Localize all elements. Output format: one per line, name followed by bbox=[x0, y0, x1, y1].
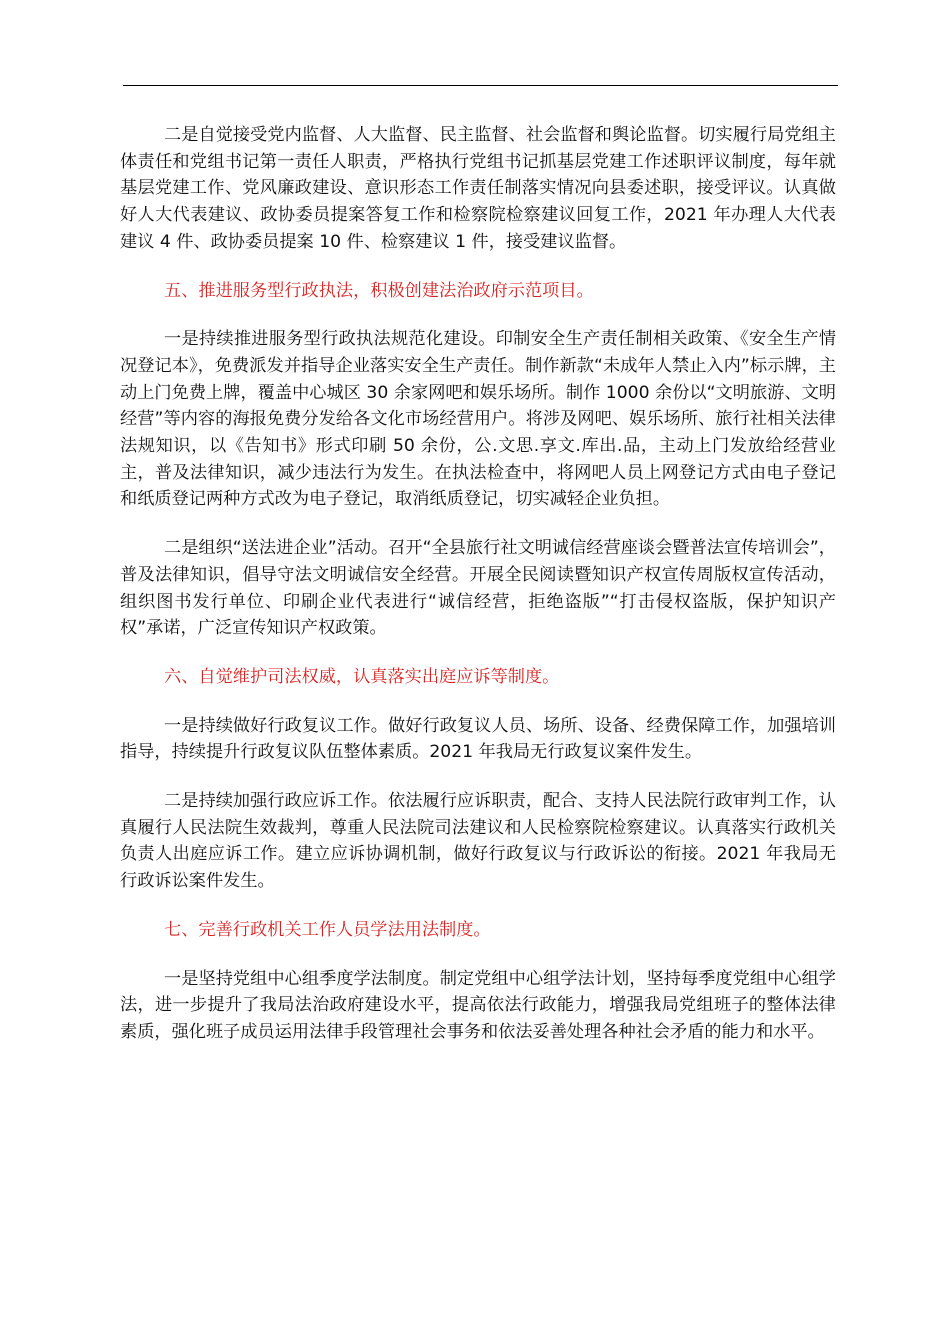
paragraph-administrative-litigation: 二是持续加强行政应诉工作。依法履行应诉职责，配合、支持人民法院行政审判工作，认真履行人民法院生效裁判，尊重人民法院司法建议和人民检察院检察建议。认真落实行政机关负责人出庭应诉工作。建立应诉协调机制，做好行政复议与行政诉讼的衔接。2021 年我局无行政诉讼案件发生。 bbox=[120, 791, 836, 892]
section-heading-7: 七、完善行政机关工作人员学法用法制度。 bbox=[164, 919, 491, 940]
section-heading-6: 六、自觉维护司法权威，认真落实出庭应诉等制度。 bbox=[164, 666, 560, 687]
paragraph-supervision: 二是自觉接受党内监督、人大监督、民主监督、社会监督和舆论监督。切实履行局党组主体责任和党组书记第一责任人职责，严格执行党组书记抓基层党建工作述职评议制度，每年就基层党建工作、党风廉政建设、意识形态工作责任制落实情况向县委述职，接受评议。认真做好人大代表建议、政协委员提案答复工作和检察院检察建议回复工作，2021 年办理人大代表建议 4 件、政协委员提案 10 件、检察建议 1 件，接受建议监督。 bbox=[120, 125, 836, 252]
section-heading-5: 五、推进服务型行政执法，积极创建法治政府示范项目。 bbox=[164, 280, 594, 301]
paragraph-administrative-review: 一是持续做好行政复议工作。做好行政复议人员、场所、设备、经费保障工作，加强培训指导，持续提升行政复议队伍整体素质。2021 年我局无行政复议案件发生。 bbox=[120, 715, 836, 763]
header-rule bbox=[123, 85, 838, 86]
document-body bbox=[120, 122, 836, 1068]
paragraph-study-law: 一是坚持党组中心组季度学法制度。制定党组中心组学法计划，坚持每季度党组中心组学法，进一步提升了我局法治政府建设水平，提高依法行政能力，增强我局党组班子的整体法律素质，强化班子成员运用法律手段管理社会事务和依法妥善处理各种社会矛盾的能力和水平。 bbox=[120, 968, 836, 1042]
paragraph-service-enforcement: 一是持续推进服务型行政执法规范化建设。印制安全生产责任制相关政策、《安全生产情况登记本》，免费派发并指导企业落实安全生产责任。制作新款“未成年人禁止入内”标示牌，主动上门免费上牌，覆盖中心城区 30 余家网吧和娱乐场所。制作 1000 余份以“文明旅游、文明经营”等内容的海报免费分发给各文化市场经营用户。将涉及网吧、娱乐场所、旅行社相关法律法规知识，以《告知书》形式印刷 50 余份，公.文思.享文.库出.品，主动上门发放给经营业主，普及法律知识，减少违法行为发生。在执法检查中，将网吧人员上网登记方式由电子登记和纸质登记两种方式改为电子登记，取消纸质登记，切实减轻企业负担。 bbox=[120, 329, 836, 510]
paragraph-law-to-enterprise: 二是组织“送法进企业”活动。召开“全县旅行社文明诚信经营座谈会暨普法宣传培训会”，普及法律知识，倡导守法文明诚信安全经营。开展全民阅读暨知识产权宣传周版权宣传活动，组织图书发行单位、印刷企业代表进行“诚信经营，拒绝盗版”“打击侵权盗版，保护知识产权”承诺，广泛宣传知识产权政策。 bbox=[120, 538, 836, 639]
